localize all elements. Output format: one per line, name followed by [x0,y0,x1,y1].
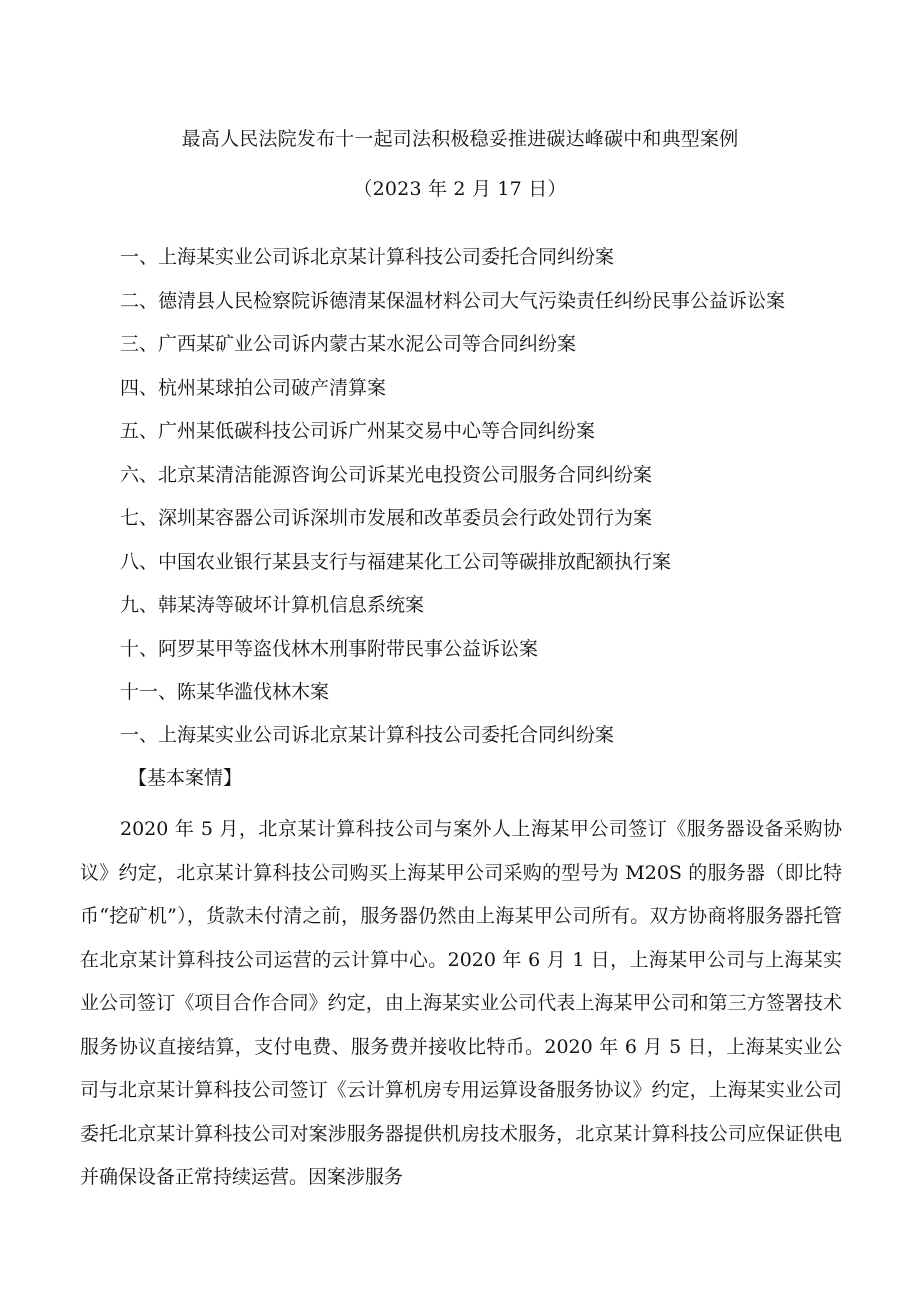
case-list-item: 一、上海某实业公司诉北京某计算科技公司委托合同纠纷案 [120,246,615,268]
case-list-item: 十一、陈某华滥伐林木案 [120,681,330,703]
case-list-item: 八、中国农业银行某县支行与福建某化工公司等碳排放配额执行案 [120,550,672,573]
document-title: 最高人民法院发布十一起司法积极稳妥推进碳达峰碳中和典型案例 [181,128,739,150]
document-date: （2023 年 2 月 17 日） [353,178,567,200]
section-label: 【基本案情】 [128,767,243,789]
case-list-item: 五、广州某低碳科技公司诉广州某交易中心等合同纠纷案 [120,420,596,442]
case-list-item: 四、杭州某球拍公司破产清算案 [120,376,387,399]
case-list [120,244,785,723]
case-list-item: 七、深圳某容器公司诉深圳市发展和改革委员会行政处罚行为案 [120,507,653,529]
case-list-item: 十、阿罗某甲等盗伐林木刑事附带民事公益诉讼案 [120,637,539,660]
case-body-paragraph: 2020 年 5 月，北京某计算科技公司与案外人上海某甲公司签订《服务器设备采购协议》约定，北京某计算科技公司购买上海某甲公司采购的型号为 M20S 的服务器（即比特币“挖矿机”），货款未付清之前，服务器仍然由上海某甲公司所有。双方协商将服务器托管在北京某计算科技公司运营的云计算中心。2020 年 6 月 1 日，上海某甲公司与上海某实业公司签订《项目合作合同》约定，由上海某实业公司代表上海某甲公司和第三方签署技术服务协议直接结算，支付电费、服务费并接收比特币。2020 年 6 月 5 日，上海某实业公司与北京某计算科技公司签订《云计算机房专用运算设备服务协议》约定，上海某实业公司委托北京某计算科技公司对案涉服务器提供机房技术服务，北京某计算科技公司应保证供电并确保设备正常持续运营。因案涉服务 [80,818,842,1188]
case-list-item: 六、北京某清洁能源咨询公司诉某光电投资公司服务合同纠纷案 [120,463,653,486]
case-list-item: 三、广西某矿业公司诉内蒙古某水泥公司等合同纠纷案 [120,333,577,355]
case-list-item: 九、韩某涛等破坏计算机信息系统案 [120,594,425,616]
case-list-item: 二、德清县人民检察院诉德清某保温材料公司大气污染责任纠纷民事公益诉讼案 [120,289,786,312]
case-heading: 一、上海某实业公司诉北京某计算科技公司委托合同纠纷案 [120,724,615,746]
